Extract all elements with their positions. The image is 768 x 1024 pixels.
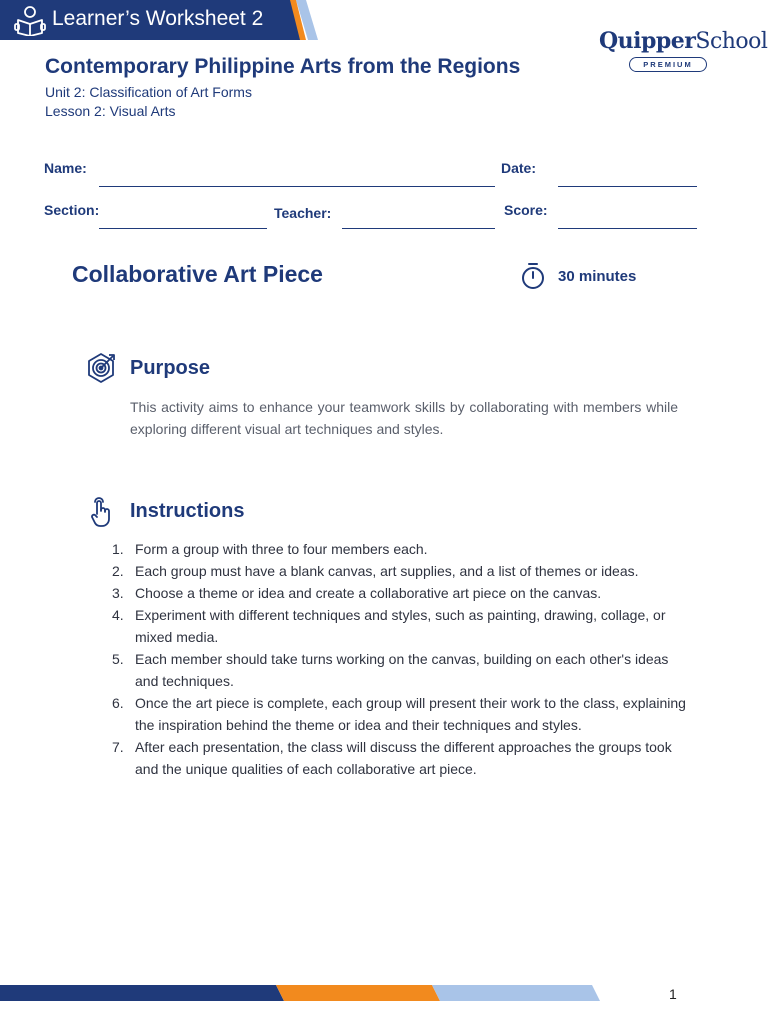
instructions-list xyxy=(108,538,688,780)
instructions-heading: Instructions xyxy=(130,500,245,522)
instruction-text: After each presentation, the class will discuss the different approaches the groups took and the unique qualities of each collaborative art piece. xyxy=(135,739,672,777)
instruction-text: Once the art piece is complete, each group will present their work to the class, explaining the inspiration behind the theme or idea and their techniques and styles. xyxy=(135,695,686,733)
logo-brand: Quipper xyxy=(599,28,696,54)
teacher-field[interactable] xyxy=(342,228,495,229)
instruction-number: 5. xyxy=(112,651,124,667)
banner-title: Learner’s Worksheet 2 xyxy=(52,7,264,30)
purpose-heading: Purpose xyxy=(130,357,211,379)
name-field[interactable] xyxy=(99,186,495,187)
section-label: Section: xyxy=(44,202,100,218)
quipper-school-logo xyxy=(599,28,767,54)
instruction-number: 4. xyxy=(112,607,124,623)
footer-stripe xyxy=(0,985,600,1001)
instruction-text: Each member should take turns working on the canvas, building on each other's ideas and techniques. xyxy=(135,651,669,689)
pointing-hand-icon xyxy=(86,496,118,528)
score-field[interactable] xyxy=(558,228,697,229)
instruction-text: Each group must have a blank canvas, art supplies, and a list of themes or ideas. xyxy=(135,563,639,579)
unit-subtitle: Unit 2: Classification of Art Forms xyxy=(45,84,252,100)
activity-duration: 30 minutes xyxy=(558,268,637,285)
section-field[interactable] xyxy=(99,228,267,229)
instruction-item xyxy=(108,604,688,648)
lesson-subtitle: Lesson 2: Visual Arts xyxy=(45,103,176,119)
instruction-number: 3. xyxy=(112,585,124,601)
instruction-item xyxy=(108,560,688,582)
target-icon xyxy=(86,352,118,384)
page-number: 1 xyxy=(669,986,677,1002)
reader-book-icon xyxy=(14,4,46,36)
instruction-text: Form a group with three to four members each. xyxy=(135,541,428,557)
premium-badge: PREMIUM xyxy=(629,57,707,72)
logo-suffix: School xyxy=(695,29,768,54)
instruction-number: 2. xyxy=(112,563,124,579)
date-field[interactable] xyxy=(558,186,697,187)
teacher-label: Teacher: xyxy=(274,205,332,221)
instruction-number: 7. xyxy=(112,739,124,755)
instruction-item xyxy=(108,538,688,560)
instruction-number: 6. xyxy=(112,695,124,711)
date-label: Date: xyxy=(501,160,537,176)
instruction-text: Experiment with different techniques and styles, such as painting, drawing, collage, or mixed media. xyxy=(135,607,666,645)
stopwatch-icon xyxy=(520,262,546,290)
activity-title: Collaborative Art Piece xyxy=(72,261,323,287)
instruction-number: 1. xyxy=(112,541,124,557)
instruction-item xyxy=(108,692,688,736)
instruction-text: Choose a theme or idea and create a collaborative art piece on the canvas. xyxy=(135,585,602,601)
instruction-item xyxy=(108,736,688,780)
instruction-item xyxy=(108,582,688,604)
document-title: Contemporary Philippine Arts from the Regions xyxy=(45,55,521,78)
name-label: Name: xyxy=(44,160,87,176)
purpose-text: This activity aims to enhance your teamwork skills by collaborating with members while exploring different visual art techniques and styles. xyxy=(130,399,678,437)
instruction-item xyxy=(108,648,688,692)
score-label: Score: xyxy=(504,202,548,218)
